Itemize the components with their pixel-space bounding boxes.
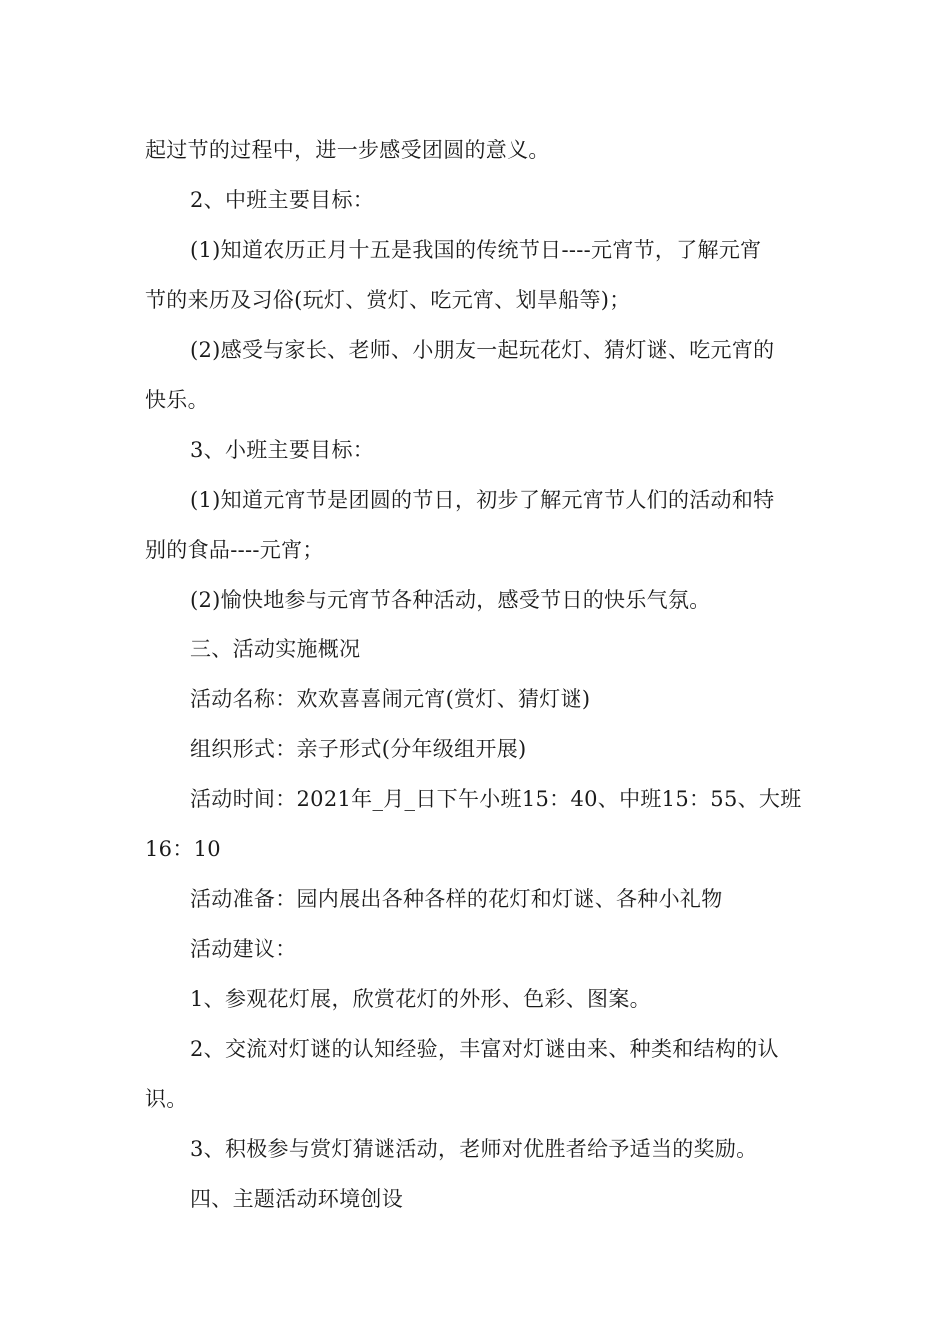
text-line: 组织形式：亲子形式(分年级组开展)	[190, 737, 527, 761]
text-line: 16：10	[145, 837, 221, 861]
text-line: 起过节的过程中，进一步感受团圆的意义。	[145, 138, 550, 162]
section-heading: 3、小班主要目标：	[190, 438, 375, 462]
text-line: 活动时间：2021年_月_日下午小班15：40、中班15：55、大班	[190, 787, 802, 811]
text-line: (2)感受与家长、老师、小朋友一起玩花灯、猜灯谜、吃元宵的	[190, 338, 775, 362]
text-line: 2、交流对灯谜的认知经验，丰富对灯谜由来、种类和结构的认	[190, 1037, 779, 1061]
text-line: 1、参观花灯展，欣赏花灯的外形、色彩、图案。	[190, 987, 651, 1011]
section-heading: 2、中班主要目标：	[190, 188, 375, 212]
text-line: 活动准备：园内展出各种各样的花灯和灯谜、各种小礼物	[190, 887, 723, 911]
text-line: 3、积极参与赏灯猜谜活动，老师对优胜者给予适当的奖励。	[190, 1137, 758, 1161]
text-line: 快乐。	[145, 388, 209, 412]
text-line: 节的来历及习俗(玩灯、赏灯、吃元宵、划旱船等)；	[145, 288, 631, 312]
text-line: (1)知道元宵节是团圆的节日，初步了解元宵节人们的活动和特	[190, 488, 775, 512]
section-heading: 三、活动实施概况	[190, 637, 361, 661]
text-line: (2)愉快地参与元宵节各种活动，感受节日的快乐气氛。	[190, 588, 711, 612]
text-line: 活动建议：	[190, 937, 297, 961]
text-line: 识。	[145, 1087, 188, 1111]
text-line: 活动名称：欢欢喜喜闹元宵(赏灯、猜灯谜)	[190, 687, 591, 711]
section-heading: 四、主题活动环境创设	[190, 1187, 403, 1211]
text-line: (1)知道农历正月十五是我国的传统节日----元宵节，了解元宵	[190, 238, 762, 262]
text-line: 别的食品----元宵；	[145, 538, 324, 562]
